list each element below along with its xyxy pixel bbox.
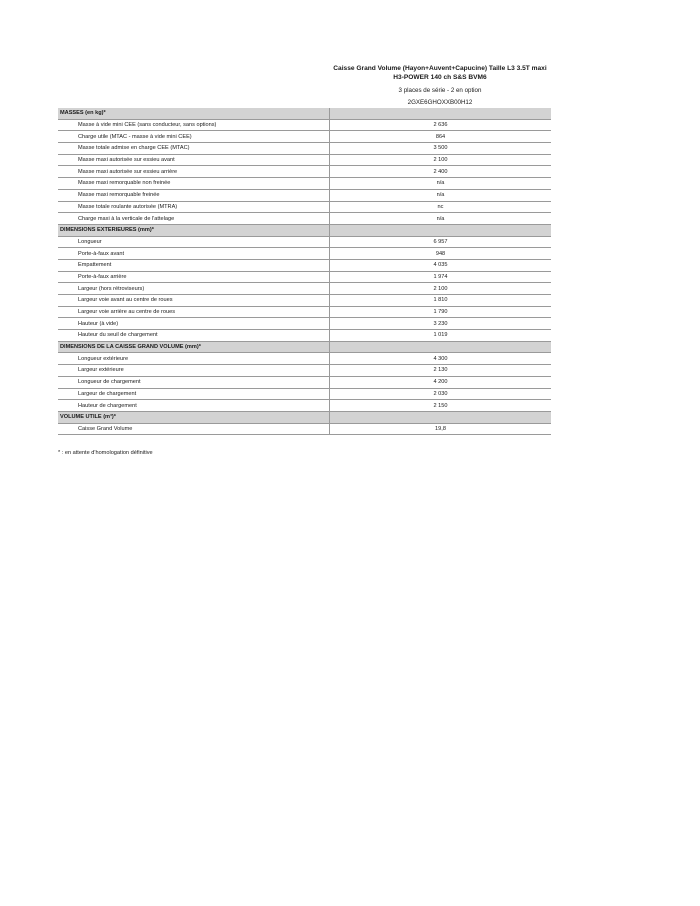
- row-label: Masse maxi remorquable non freinée: [78, 180, 171, 187]
- table-row: [58, 377, 551, 389]
- section-value-cell: [329, 412, 551, 423]
- table-row: [58, 353, 551, 365]
- row-value: 19,8: [329, 424, 551, 435]
- table-row: [58, 295, 551, 307]
- row-value: 1 790: [329, 307, 551, 318]
- row-label: Caisse Grand Volume: [78, 425, 133, 432]
- row-value: 4 200: [329, 377, 551, 388]
- row-value: 2 100: [329, 283, 551, 294]
- section-title: MASSES (en kg)*: [60, 110, 106, 117]
- table-row: [58, 365, 551, 377]
- spec-header: [330, 64, 550, 107]
- table-row: [58, 190, 551, 202]
- row-value: n/a: [329, 178, 551, 189]
- table-row: [58, 330, 551, 342]
- specification-table: [58, 108, 551, 435]
- section-header: [58, 225, 551, 237]
- row-label: Porte-à-faux arrière: [78, 273, 127, 280]
- seating-info: 3 places de série - 2 en option: [398, 87, 482, 94]
- row-label: Masse maxi autorisée sur essieu avant: [78, 157, 175, 164]
- row-label: Longueur de chargement: [78, 379, 141, 386]
- section-title: DIMENSIONS DE LA CAISSE GRAND VOLUME (mm)*: [60, 344, 201, 351]
- table-row: [58, 155, 551, 167]
- row-label: Masse maxi remorquable freinée: [78, 192, 160, 199]
- row-value: 2 100: [329, 155, 551, 166]
- row-label: Masse totale roulante autorisée (MTRA): [78, 203, 178, 210]
- table-row: [58, 202, 551, 214]
- row-label: Empattement: [78, 262, 112, 269]
- table-row: [58, 424, 551, 436]
- section-title: VOLUME UTILE (m³)*: [60, 414, 116, 421]
- row-label: Masse maxi autorisée sur essieu arrière: [78, 168, 178, 175]
- row-value: 1 810: [329, 295, 551, 306]
- row-value: 2 636: [329, 120, 551, 131]
- row-value: 3 230: [329, 318, 551, 329]
- row-value: nc: [329, 202, 551, 213]
- section-value-cell: [329, 108, 551, 119]
- row-value: 1 019: [329, 330, 551, 341]
- table-row: [58, 283, 551, 295]
- section-value-cell: [329, 225, 551, 236]
- table-row: [58, 318, 551, 330]
- row-label: Hauteur du seuil de chargement: [78, 332, 158, 339]
- model-code: 2GXE6GHOXXB00H12: [407, 99, 473, 106]
- row-label: Longueur: [78, 238, 102, 245]
- table-row: [58, 307, 551, 319]
- table-row: [58, 166, 551, 178]
- row-label: Hauteur (à vide): [78, 320, 119, 327]
- row-label: Largeur voie avant au centre de roues: [78, 297, 173, 304]
- row-value: 1 974: [329, 272, 551, 283]
- table-row: [58, 120, 551, 132]
- row-value: 2 400: [329, 166, 551, 177]
- row-value: 2 150: [329, 400, 551, 411]
- model-title-line-2: H3-POWER 140 ch S&S BVM6: [393, 74, 487, 81]
- row-label: Largeur voie arrière au centre de roues: [78, 309, 176, 316]
- row-value: 864: [329, 131, 551, 142]
- row-value: 2 030: [329, 389, 551, 400]
- row-label: Longueur extérieure: [78, 355, 129, 362]
- section-header: [58, 342, 551, 354]
- section-title: DIMENSIONS EXTERIEURES (mm)*: [60, 227, 154, 234]
- section-value-cell: [329, 342, 551, 353]
- row-value: 6 957: [329, 237, 551, 248]
- section-header: [58, 108, 551, 120]
- row-value: 4 300: [329, 353, 551, 364]
- row-label: Porte-à-faux avant: [78, 250, 125, 257]
- model-title-line-1: Caisse Grand Volume (Hayon+Auvent+Capucine) Taille L3 3.5T maxi: [333, 65, 547, 72]
- row-value: 948: [329, 248, 551, 259]
- row-value: n/a: [329, 213, 551, 224]
- table-row: [58, 260, 551, 272]
- row-label: Masse totale admise en charge CEE (MTAC): [78, 145, 190, 152]
- row-label: Largeur de chargement: [78, 390, 137, 397]
- table-row: [58, 272, 551, 284]
- row-value: 4 035: [329, 260, 551, 271]
- section-header: [58, 412, 551, 424]
- row-label: Charge utile (MTAC - masse à vide mini CEE): [78, 133, 192, 140]
- table-row: [58, 143, 551, 155]
- row-value: 2 130: [329, 365, 551, 376]
- footnote: * : en attente d'homologation définitive: [58, 450, 153, 456]
- table-row: [58, 389, 551, 401]
- row-value: 3 500: [329, 143, 551, 154]
- table-row: [58, 248, 551, 260]
- table-row: [58, 131, 551, 143]
- row-label: Largeur (hors rétroviseurs): [78, 285, 145, 292]
- row-label: Charge maxi à la verticale de l'attelage: [78, 215, 175, 222]
- row-value: n/a: [329, 190, 551, 201]
- row-label: Masse à vide mini CEE (sans conducteur, sans options): [78, 122, 217, 129]
- table-row: [58, 237, 551, 249]
- table-row: [58, 178, 551, 190]
- table-row: [58, 400, 551, 412]
- row-label: Hauteur de chargement: [78, 402, 137, 409]
- table-row: [58, 213, 551, 225]
- row-label: Largeur extérieure: [78, 367, 124, 374]
